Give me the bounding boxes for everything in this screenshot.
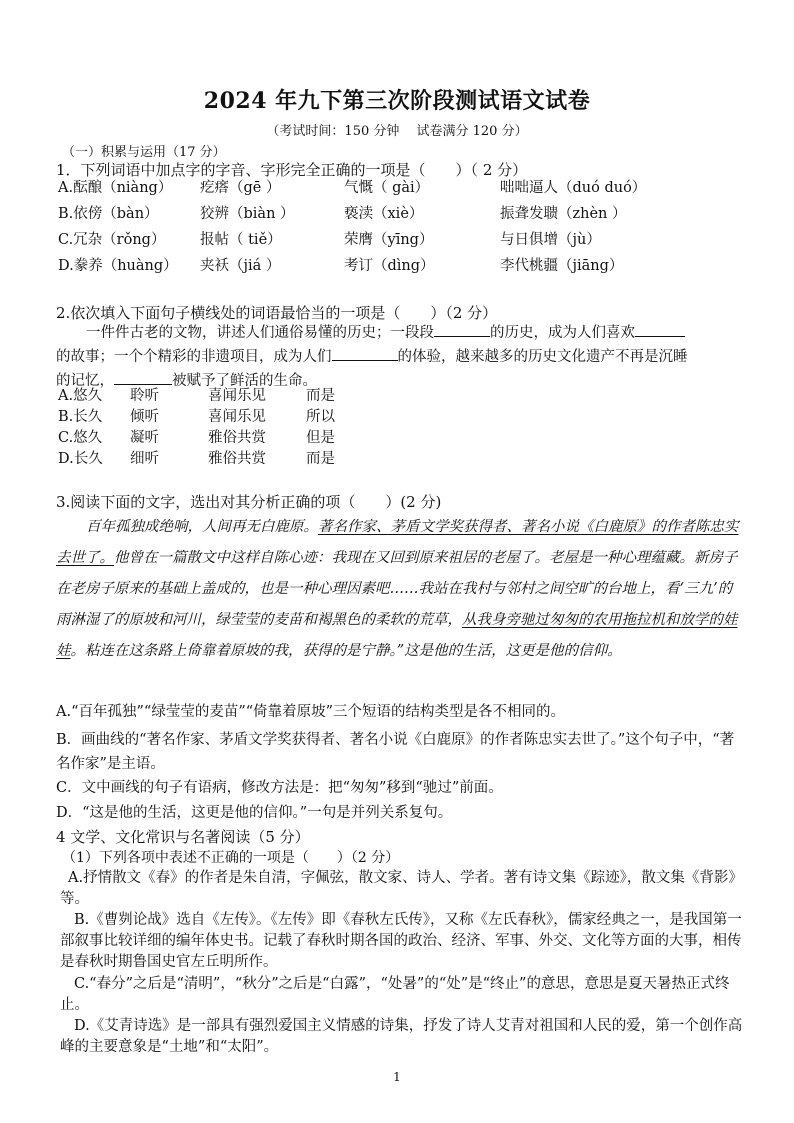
q1-cell: 与日俱增（jù） [500, 232, 601, 248]
q2-cell: 而是 [306, 451, 335, 467]
q3-passage [56, 512, 744, 667]
exam-subtitle: （考试时间：150 分钟 试卷满分 120 分） [266, 124, 528, 139]
q2-cell: C.悠久 [58, 430, 103, 446]
q2-cell: 聆听 [130, 388, 159, 404]
q2-cell: A.悠久 [58, 388, 103, 404]
passage-text: 百年孤独成绝响，人间再无白鹿原。 [86, 519, 318, 535]
q1-cell: 气慨（ gài） [344, 180, 430, 196]
q2-cell: 而是 [306, 388, 335, 404]
passage-text: 。粘连在这条路上倚靠着原坡的我，获得的是宁静。”这是他的生活，这更是他的信仰。 [70, 643, 622, 659]
passage-text: 的记忆， [56, 373, 114, 389]
underlined-sentence: 著名作家、茅盾文学奖获得者、著名小说《白鹿原》的作者陈忠实去世了。 [56, 519, 739, 566]
q1-cell: 荣膺（yīng） [344, 232, 434, 248]
q1-cell: 狡辨（biàn ） [200, 206, 295, 222]
q1-cell: B.依傍（bàn） [58, 206, 159, 222]
passage-text: 的体验，越来越多的历史文化遗产不再是沉睡 [397, 349, 688, 365]
q1-cell: 报帖（ tiě） [200, 232, 282, 248]
fill-blank [434, 322, 490, 337]
fill-blank [332, 346, 398, 361]
q1-cell: 李代桃疆（jiāng） [500, 258, 624, 274]
q1-cell: C.冗杂（rǒng） [58, 232, 166, 248]
q1-stem: 1．下列词语中加点字的字音、字形完全正确的一项是（ ）（ 2 分） [56, 161, 528, 179]
fill-blank [635, 322, 685, 337]
q4-stem: 4 文学、文化常识与名著阅读（5 分） [56, 828, 310, 846]
q3-option: A.“百年孤独”“绿莹莹的麦苗”“倚靠着原坡”三个短语的结构类型是各不相同的。 [56, 704, 566, 720]
passage-text: 的故事；一个个精彩的非遗项目，成为人们 [56, 349, 332, 365]
q1-cell: 亵渎（xiè） [344, 206, 424, 222]
q2-cell: 雅俗共赏 [208, 451, 266, 467]
passage-text: 的历史，成为人们喜欢 [490, 325, 635, 341]
underlined-sentence: 从我身旁驰过匆匆的农用拖拉机和放学的娃娃 [56, 612, 738, 659]
q2-cell: 细听 [130, 451, 159, 467]
section-heading: （一）积累与运用（17 分） [62, 145, 226, 160]
q3-option: C．文中画线的句子有语病，修改方法是：把“匆匆”移到“驰过”前面。 [56, 780, 503, 796]
q1-cell: A.酝酿（niàng） [58, 180, 173, 196]
exam-title: 2024 年九下第三次阶段测试语文试卷 [203, 88, 591, 114]
q2-cell: 所以 [306, 409, 335, 425]
q2-cell: D.长久 [58, 451, 103, 467]
passage-text: 他曾在一篇散文中这样自陈心迹：我现在又回到原来祖居的老屋了。老屋是一种心理蕴藏。新房子在老房子原来的基础上盖成的，也是一种心理因素吧……我站在我村与邻村之间空旷的台地上，看‘三九’的雨淋湿了的原坡和河川，绿莹莹的麦苗和褐黑色的柔软的荒草， [56, 550, 738, 628]
q2-cell: 喜闻乐见 [208, 388, 266, 404]
q4-option: D.《艾青诗选》是一部具有强烈爱国主义情感的诗集，抒发了诗人艾青对祖国和人民的爱，第一个创作高峰的主要意象是“土地”和“太阳”。 [60, 1018, 743, 1055]
q2-cell: 凝听 [130, 430, 159, 446]
q3-option: D．“这是他的生活，这更是他的信仰。”一句是并列关系复句。 [56, 805, 453, 821]
fill-blank [114, 370, 172, 385]
q2-cell: 喜闻乐见 [208, 409, 266, 425]
q2-passage [56, 321, 744, 393]
q3-stem: 3.阅读下面的文字，选出对其分析正确的项（ ）(2 分) [56, 493, 442, 511]
q1-cell: 振聋发聩（zhèn ） [500, 206, 627, 222]
q2-stem: 2.依次填入下面句子横线处的词语最恰当的一项是（ ）（2 分） [56, 304, 498, 322]
q1-cell: 疙瘩（gē ） [200, 180, 281, 196]
q2-cell: 倾听 [130, 409, 159, 425]
q3-option: B．画曲线的“著名作家、茅盾文学奖获得者、著名小说《白鹿原》的作者陈忠实去世了。”这个句子中，“著名作家”是主语。 [56, 732, 735, 772]
q2-cell: 但是 [306, 430, 335, 446]
passage-text: 一件件古老的文物，讲述人们通俗易懂的历史；一段段 [86, 325, 434, 341]
q1-cell: 考订（dìng） [344, 258, 435, 274]
passage-text: 被赋予了鲜活的生命。 [172, 373, 317, 389]
q2-cell: 雅俗共赏 [208, 430, 266, 446]
q2-cell: B.长久 [58, 409, 103, 425]
q4-option: B.《曹刿论战》选自《左传》。《左传》即《春秋左氏传》，又称《左氏春秋》，儒家经典之一，是我国第一部叙事比较详细的编年体史书。记载了春秋时期各国的政治、经济、军事、外交、文化等方面的大事，相传是春秋时期鲁国史官左丘明所作。 [60, 912, 742, 970]
q4-option: C.“春分”之后是“清明”，“秋分”之后是“白露”，“处暑”的“处”是“终止”的意思，意思是夏天暑热正式终止。 [60, 976, 730, 1013]
q1-cell: D.豢养（huàng） [58, 258, 178, 274]
q4-option: A.抒情散文《春》的作者是朱自清，字佩弦，散文家、诗人、学者。著有诗文集《踪迹》，散文集《背影》等。 [60, 870, 743, 907]
q1-cell: 夹袄（jiá ） [200, 258, 281, 274]
q4-sub-stem: （1）下列各项中表述不正确的一项是（ ）（2 分） [62, 850, 400, 866]
page-number: 1 [393, 1070, 401, 1084]
q1-cell: 咄咄逼人（duó duó） [500, 180, 647, 196]
